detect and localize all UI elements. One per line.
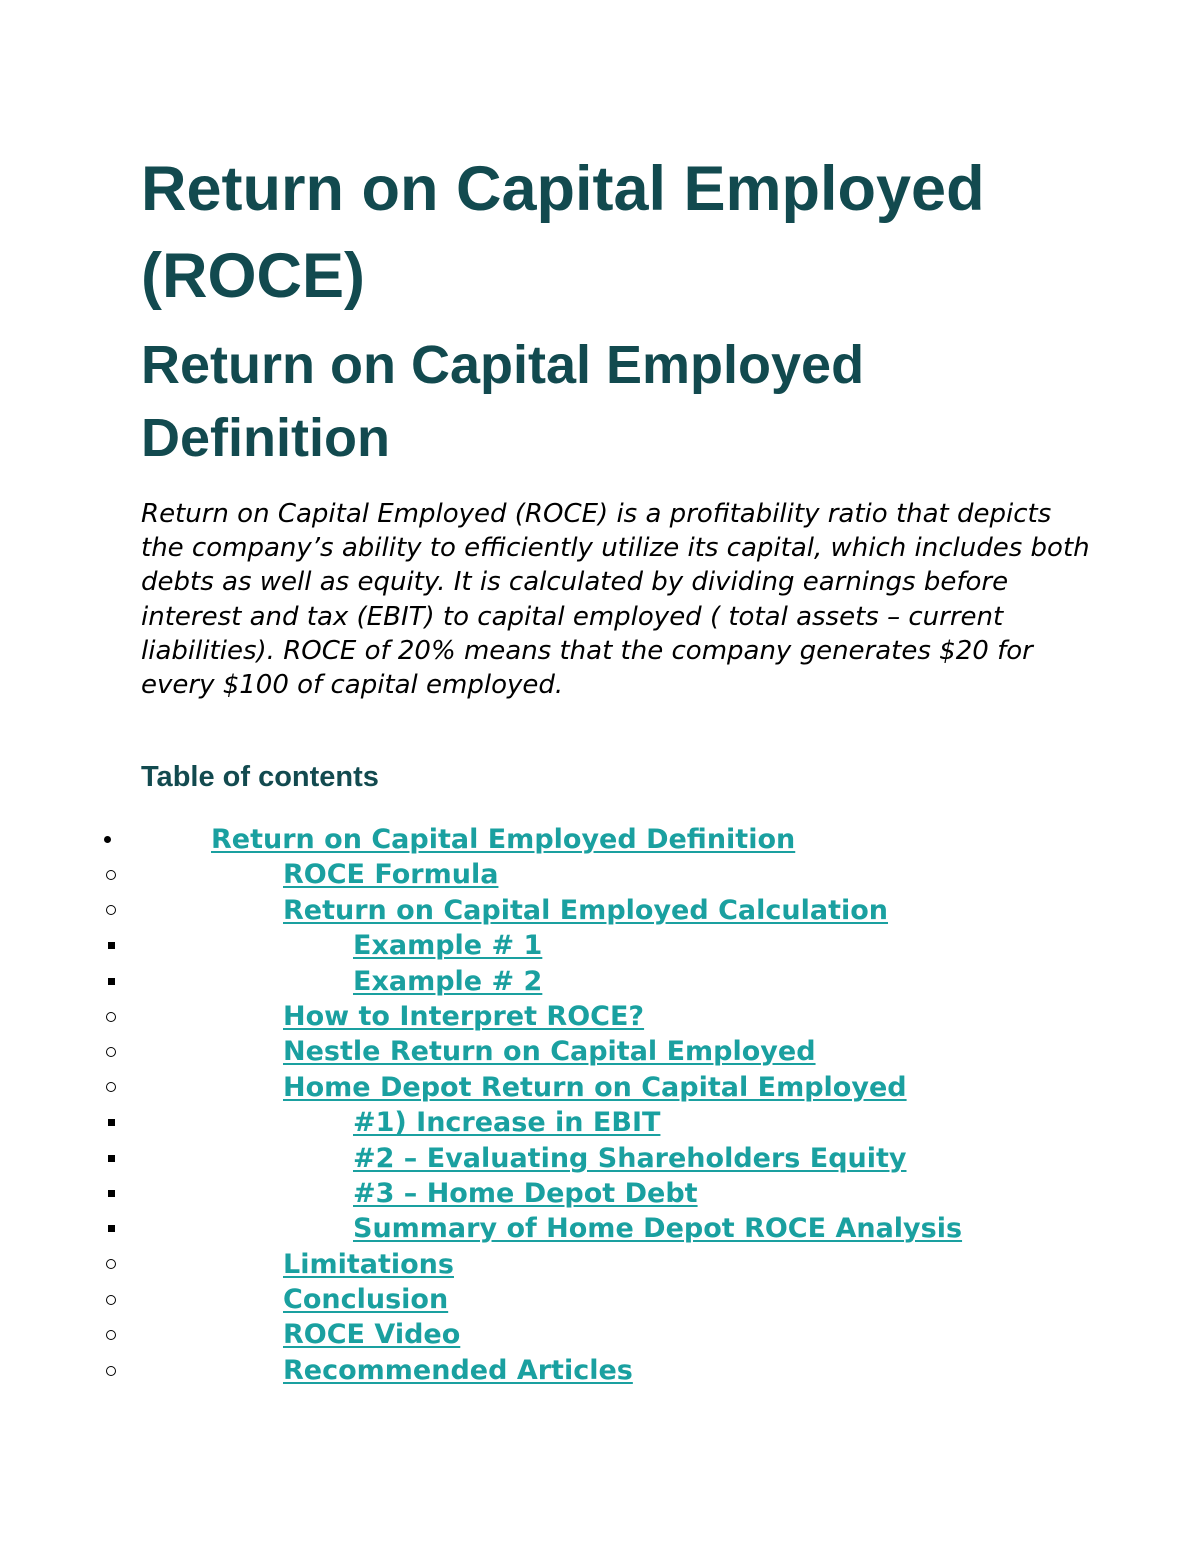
bullet-circle-icon [106, 857, 116, 892]
bullet-circle-icon [106, 1317, 116, 1352]
toc-link[interactable]: Example # 1 [353, 930, 543, 962]
toc-link[interactable]: Return on Capital Employed Calculation [283, 894, 889, 926]
toc-link[interactable]: Example # 2 [353, 965, 543, 997]
bullet-circle-icon [106, 999, 116, 1034]
toc-item [0, 1141, 1200, 1176]
toc-link[interactable]: Limitations [283, 1248, 454, 1280]
toc-link[interactable]: #1) Increase in EBIT [353, 1107, 661, 1139]
bullet-circle-icon [106, 1070, 116, 1105]
section-heading: Return on Capital Employed Definition [141, 335, 865, 468]
toc-item [0, 1282, 1200, 1317]
bullet-square-icon [108, 964, 115, 999]
toc-link[interactable]: #2 – Evaluating Shareholders Equity [353, 1142, 907, 1174]
bullet-circle-icon [106, 1282, 116, 1317]
toc-link[interactable]: Return on Capital Employed Definition [211, 824, 796, 855]
toc-item [0, 1034, 1200, 1069]
toc-heading: Table of contents [141, 761, 379, 793]
toc-link[interactable]: How to Interpret ROCE? [283, 1000, 645, 1032]
toc-item [0, 1070, 1200, 1105]
toc-item [0, 1211, 1200, 1246]
bullet-square-icon [108, 1176, 115, 1211]
bullet-square-icon [108, 1105, 115, 1140]
toc-item [0, 893, 1200, 928]
table-of-contents [0, 822, 1200, 1388]
toc-item [0, 1353, 1200, 1388]
bullet-circle-icon [106, 893, 116, 928]
bullet-square-icon [108, 928, 115, 963]
toc-item [0, 857, 1200, 892]
bullet-circle-icon [106, 1034, 116, 1069]
bullet-circle-icon [106, 1247, 116, 1282]
toc-item [0, 822, 1200, 857]
toc-item [0, 964, 1200, 999]
page-title: Return on Capital Employed (ROCE) [141, 154, 985, 311]
toc-link[interactable]: ROCE Formula [283, 859, 499, 891]
toc-link[interactable]: Home Depot Return on Capital Employed [283, 1071, 907, 1103]
toc-link[interactable]: Recommended Articles [283, 1354, 633, 1386]
bullet-square-icon [108, 1211, 115, 1246]
toc-link[interactable]: Summary of Home Depot ROCE Analysis [353, 1213, 963, 1245]
toc-item [0, 1317, 1200, 1352]
toc-item [0, 928, 1200, 963]
toc-item [0, 1176, 1200, 1211]
bullet-square-icon [108, 1141, 115, 1176]
toc-item [0, 999, 1200, 1034]
toc-link[interactable]: ROCE Video [283, 1319, 461, 1351]
toc-item [0, 1247, 1200, 1282]
toc-link[interactable]: Conclusion [283, 1284, 449, 1316]
bullet-circle-icon [106, 1353, 116, 1388]
bullet-disc-icon [104, 822, 111, 857]
toc-link[interactable]: #3 – Home Depot Debt [353, 1177, 698, 1209]
toc-item [0, 1105, 1200, 1140]
toc-link[interactable]: Nestle Return on Capital Employed [283, 1036, 816, 1068]
definition-paragraph: Return on Capital Employed (ROCE) is a profitability ratio that depicts the company’s ability to efficiently utilize its capital, which includes both debts as well as equity. It is calculated by dividing earnings before interest and tax (EBIT) to capital employed ( total assets – current liabilities). ROCE of 20% means that the company generates $20 for every $100 of capital employed. [141, 499, 1090, 701]
